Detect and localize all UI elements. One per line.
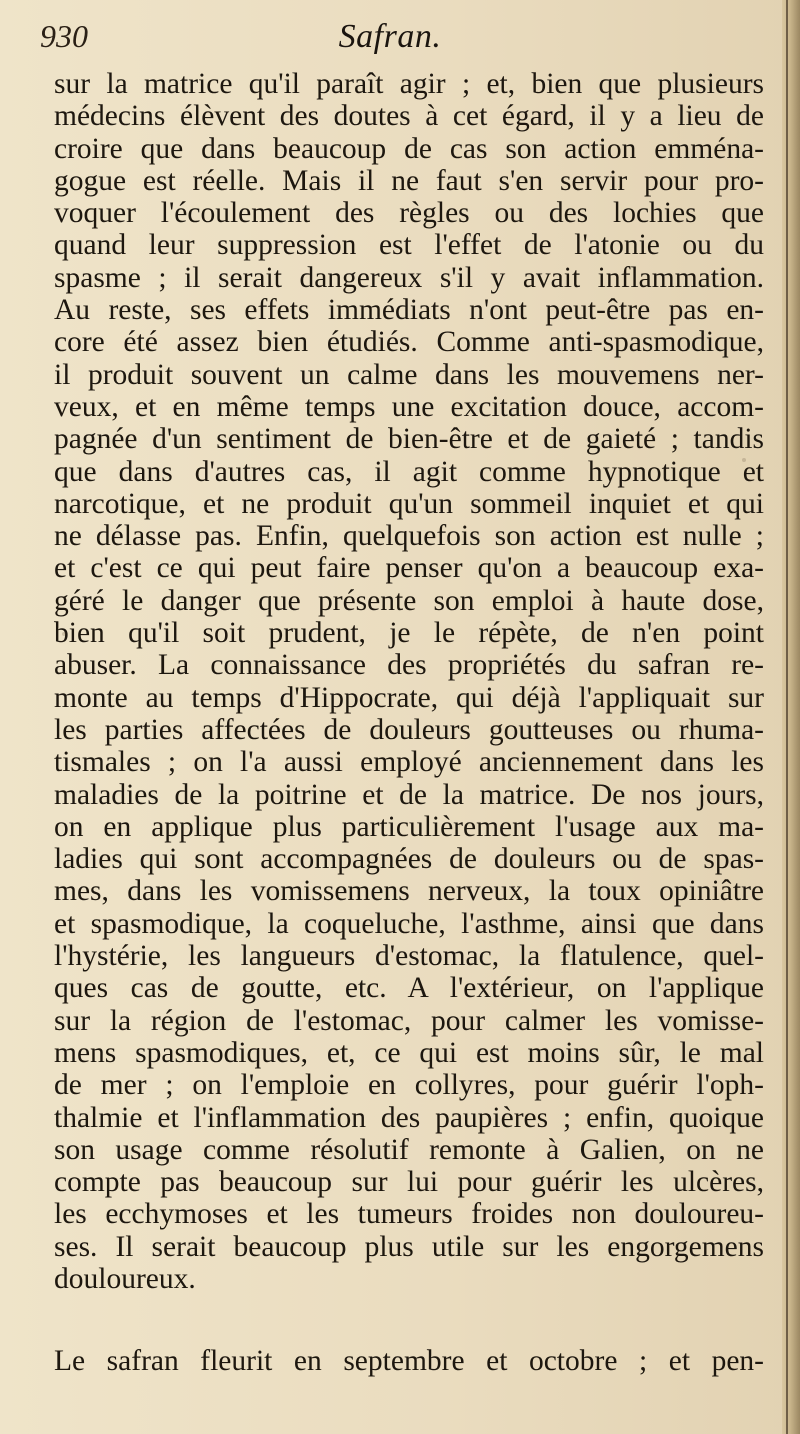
text-line: mens spasmodiques, et, ce qui est moins sûr, le mal — [54, 1036, 764, 1069]
text-line: sur la matrice qu'il paraît agir ; et, bien que plusieurs — [54, 68, 764, 100]
paper-speck — [176, 1016, 180, 1020]
page-edge — [782, 0, 800, 1434]
text-line: mes, dans les vomissemens nerveux, la toux opiniâtre — [54, 875, 764, 908]
text-line: médecins élèvent des doutes à cet égard, il y a lieu de — [54, 100, 764, 133]
text-line: bien qu'il soit prudent, je le répète, de n'en point — [54, 617, 764, 650]
paper-speck — [742, 458, 746, 462]
text-line: on en applique plus particulièrement l'usage aux ma- — [54, 810, 764, 843]
text-line: ques cas de goutte, etc. A l'extérieur, on l'applique — [54, 972, 764, 1005]
text-line: son usage comme résolutif remonte à Galien, on ne — [54, 1133, 764, 1166]
text-line: core été assez bien étudiés. Comme anti-spasmodique, — [54, 326, 764, 359]
text-line: veux, et en même temps une excitation douce, accom- — [54, 390, 764, 423]
text-line: sur la région de l'estomac, pour calmer les vomisse- — [54, 1004, 764, 1037]
text-line: ladies qui sont accompagnées de douleurs ou de spas- — [54, 843, 764, 876]
text-line: géré le danger que présente son emploi à haute dose, — [54, 584, 764, 617]
page-header — [40, 18, 740, 62]
paper-speck — [62, 632, 66, 636]
text-line: douloureux. — [54, 1262, 196, 1295]
text-line: maladies de la poitrine et de la matrice. De nos jours, — [54, 778, 764, 811]
text-line: les ecchymoses et les tumeurs froides non douloureu- — [54, 1198, 764, 1231]
text-line: de mer ; on l'emploie en collyres, pour guérir l'oph- — [54, 1069, 764, 1102]
text-line: voquer l'écoulement des règles ou des lochies que — [54, 197, 764, 230]
text-line: il produit souvent un calme dans les mouvemens ner- — [54, 358, 764, 391]
text-line: les parties affectées de douleurs goutteuses ou rhuma- — [54, 713, 764, 746]
text-line: ses. Il serait beaucoup plus utile sur les engorgemens — [54, 1230, 764, 1263]
running-title: Safran. — [338, 18, 442, 55]
text-line: quand leur suppression est l'effet de l'atonie ou du — [54, 229, 764, 262]
body-text — [54, 68, 764, 1378]
text-line: ne délasse pas. Enfin, quelquefois son action est nulle ; — [54, 520, 764, 553]
text-line: Au reste, ses effets immédiats n'ont peut-être pas en- — [54, 294, 764, 327]
text-line: que dans d'autres cas, il agit comme hypnotique et — [54, 455, 764, 488]
text-line: croire que dans beaucoup de cas son action emména- — [54, 132, 764, 165]
text-line: et c'est ce qui peut faire penser qu'on a beaucoup exa- — [54, 552, 764, 585]
text-line: abuser. La connaissance des propriétés du safran re- — [54, 649, 764, 682]
page-number: 930 — [40, 18, 88, 54]
final-paragraph-line: Le safran fleurit en septembre et octobre ; et pen- — [54, 1345, 764, 1378]
text-line: pagnée d'un sentiment de bien-être et de gaieté ; tandis — [54, 423, 764, 456]
text-line: thalmie et l'inflammation des paupières ; enfin, quoique — [54, 1101, 764, 1134]
text-line: compte pas beaucoup sur lui pour guérir les ulcères, — [54, 1166, 764, 1199]
text-line: et spasmodique, la coqueluche, l'asthme, ainsi que dans — [54, 907, 764, 940]
text-line: l'hystérie, les langueurs d'estomac, la flatulence, quel- — [54, 940, 764, 973]
text-line: narcotique, et ne produit qu'un sommeil inquiet et qui — [54, 487, 764, 520]
text-line: gogue est réelle. Mais il ne faut s'en servir pour pro- — [54, 164, 764, 197]
text-line: monte au temps d'Hippocrate, qui déjà l'appliquait sur — [54, 681, 764, 714]
text-line: spasme ; il serait dangereux s'il y avait inflammation. — [54, 261, 764, 294]
text-line: tismales ; on l'a aussi employé anciennement dans les — [54, 746, 764, 779]
